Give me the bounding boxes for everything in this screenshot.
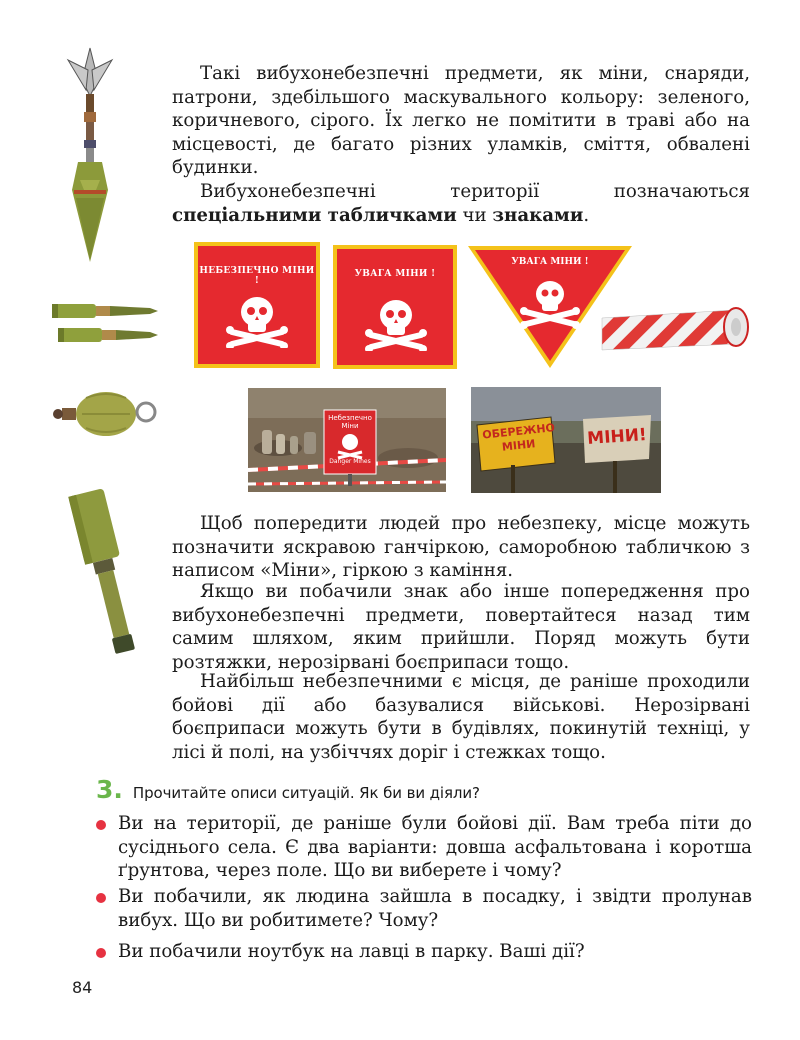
rpg-rocket-illustration (62, 40, 118, 264)
stick-grenade-illustration (64, 484, 148, 662)
photo1-sign-text: Небезпечно Міни (328, 414, 372, 430)
warning-tape-illustration (600, 300, 750, 356)
task-prompt: Прочитайте описи ситуацій. Як би ви діяли? (132, 784, 480, 802)
photo-background (248, 388, 446, 492)
signs-text-mid: чи (456, 204, 493, 226)
sign-label-attention-mines: УВАГА МІНИ ! (354, 269, 436, 279)
list-item (96, 812, 752, 883)
bullet-dot-icon (96, 820, 106, 830)
signs-bold-signs: знаками (492, 204, 584, 226)
warning-sign-attention-mines (333, 245, 457, 369)
bullets-illustration (50, 296, 162, 356)
signs-text-start: Вибухонебезпечні території позначаються (200, 181, 750, 202)
photo-mines-field (248, 388, 446, 492)
situation-2-text: Ви побачили, як людина зайшла в посадку, і звідти пролунав вибух. Що ви робитимете? Чому? (118, 886, 752, 931)
paragraph-most-dangerous-places: Найбільш небезпечними є місця, де раніше проходили бойові дії або базувалися військові. Нерозірвані боєприпаси можуть бути в будівлях, покинутій техніці, у лісі й полі, на узбіччях доріг і стежках тощо. (172, 671, 750, 763)
page-number: 84 (72, 978, 93, 997)
situation-3-text: Ви побачили ноутбук на лавці в парку. Ваші дії? (118, 941, 585, 962)
list-item (96, 940, 752, 964)
photo2-sign-text-mines: МІНИ! (586, 424, 648, 450)
paragraph-marking-danger: Щоб попередити людей про небезпеку, місце можуть позначити яскравою ганчіркою, саморобною табличкою з написом «Міни», гіркою з каміння. (172, 513, 750, 582)
signs-text-end: . (583, 204, 590, 226)
paragraph-go-back: Якщо ви побачили знак або інше попередження про вибухонебезпечні предмети, повертайтеся назад тим самим шляхом, яким прийшли. Поряд можуть бути розтяжки, нерозірвані боєприпаси тощо. (172, 581, 750, 673)
intro-paragraph (172, 62, 750, 180)
sign-label-danger-mines: НЕБЕЗПЕЧНО МІНИ ! (199, 266, 315, 286)
intro-text: Такі вибухонебезпечні предмети, як міни, снаряди, патрони, здебільшого маскувального кольору: зеленого, коричневого, сірого. Їх легко не помітити в траві або на місцевості, де багато різних уламків, сміття, обвалені будинки. (172, 63, 750, 179)
bullet-dot-icon (96, 893, 106, 903)
task-number: 3. (96, 775, 123, 804)
signs-paragraph (172, 180, 750, 227)
situation-1-text: Ви на території, де раніше були бойові дії. Вам треба піти до сусіднього села. Є два варіанти: довша асфальтована і коротша ґрунтова, через поле. Що ви виберете і чому? (118, 813, 752, 882)
sign-label-triangle: УВАГА МІНИ ! (511, 257, 589, 267)
signs-bold-special-plates: спеціальними табличками (172, 204, 457, 226)
warning-sign-danger-mines (194, 242, 320, 368)
bullet-dot-icon (96, 948, 106, 958)
photo2-sign-text-careful: ОБЕРЕЖНО МІНИ (481, 421, 556, 454)
photo-mine-warning-boards (471, 387, 661, 493)
grenade-illustration (52, 384, 160, 444)
photo1-sign-subtext: Danger Mines (329, 458, 371, 465)
skull-crossbones-icon (226, 292, 288, 348)
list-item (96, 885, 752, 932)
task-header (96, 775, 480, 804)
skull-crossbones-icon (365, 295, 427, 351)
